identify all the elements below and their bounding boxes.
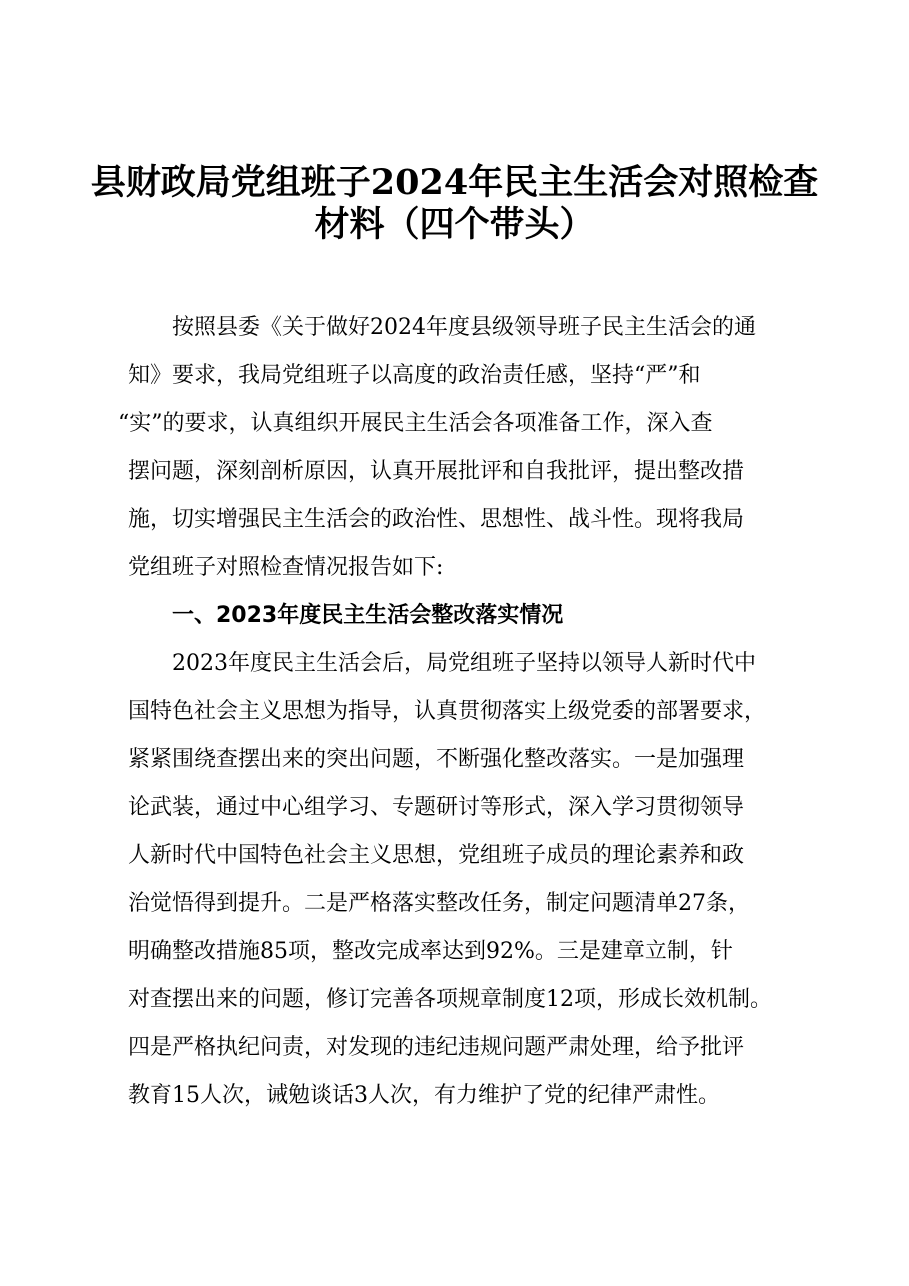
intro-line-4: 摆问题，深刻剖析原因，认真开展批评和自我批评，提出整改措 [128, 459, 745, 484]
intro-line-5: 施，切实增强民主生活会的政治性、思想性、战斗性。现将我局 [128, 507, 745, 532]
document-title-line-1: 县财政局党组班子2024年民主生活会对照检查 [90, 162, 819, 203]
section-1-line-5: 人新时代中国特色社会主义思想，党组班子成员的理论素养和政 [128, 843, 745, 868]
intro-line-6: 党组班子对照检查情况报告如下: [128, 555, 444, 580]
section-1-line-7: 明确整改措施85项，整改完成率达到92%。三是建章立制，针 [128, 939, 733, 964]
section-1-line-8: 对查摆出来的问题，修订完善各项规章制度12项，形成长效机制。 [128, 987, 772, 1012]
intro-line-1: 按照县委《关于做好2024年度县级领导班子民主生活会的通 [172, 315, 756, 340]
intro-line-2: 知》要求，我局党组班子以高度的政治责任感，坚持“严”和 [128, 363, 701, 388]
section-1-heading: 一、2023年度民主生活会整改落实情况 [172, 603, 564, 628]
section-1-line-9: 四是严格执纪问责，对发现的违纪违规问题严肃处理，给予批评 [128, 1035, 745, 1060]
section-1-line-2: 国特色社会主义思想为指导，认真贯彻落实上级党委的部署要求， [128, 699, 767, 724]
section-1-line-3: 紧紧围绕查摆出来的突出问题，不断强化整改落实。一是加强理 [128, 747, 745, 772]
section-1-line-1: 2023年度民主生活会后，局党组班子坚持以领导人新时代中 [172, 651, 756, 676]
intro-line-3: “实”的要求，认真组织开展民主生活会各项准备工作，深入查 [118, 411, 713, 436]
section-1-line-6: 治觉悟得到提升。二是严格落实整改任务，制定问题清单27条， [128, 891, 750, 916]
section-1-line-4: 论武装，通过中心组学习、专题研讨等形式，深入学习贯彻领导 [128, 795, 745, 820]
document-title-line-2: 材料（四个带头） [314, 204, 595, 245]
section-1-line-10: 教育15人次，诫勉谈话3人次，有力维护了党的纪律严肃性。 [128, 1083, 720, 1108]
